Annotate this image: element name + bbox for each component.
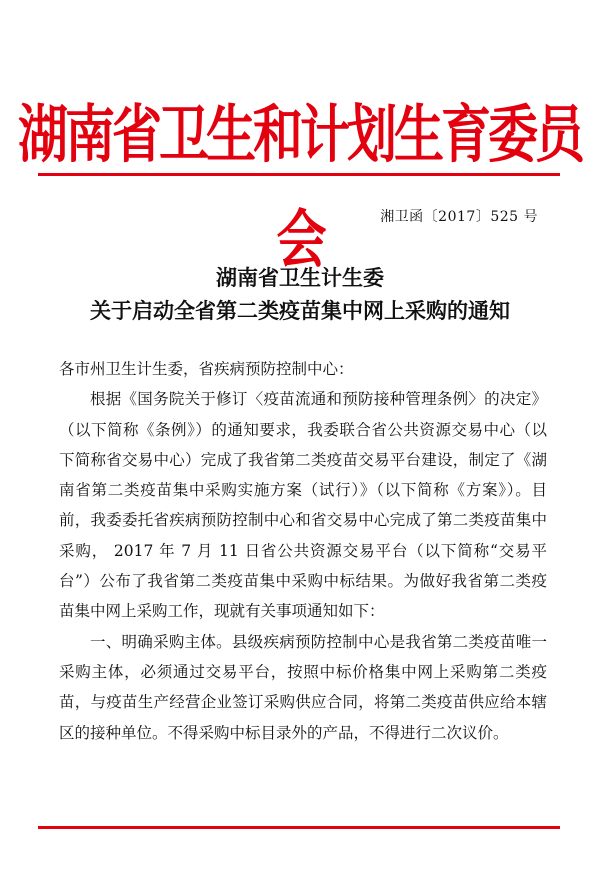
salutation: 各市州卫生计生委，省疾病预防控制中心： <box>59 360 354 378</box>
masthead-red-rule <box>38 173 560 176</box>
body-paragraph-2: 一、明确采购主体。县级疾病预防控制中心是我省第二类疫苗唯一采购主体，必须通过交易平台，按照中标价格集中网上采购第二类疫苗，与疫苗生产经营企业签订采购供应合同，将第二类疫苗供应给本辖区的接种单位。不得采购中标目录外的产品，不得进行二次议价。 <box>59 632 547 742</box>
footer-red-rule <box>38 826 560 829</box>
document-title-line-1: 湖南省卫生计生委 <box>216 265 384 290</box>
issuing-authority-masthead: 湖南省卫生和计划生育委员会 <box>18 97 582 276</box>
document-body <box>59 354 547 748</box>
document-title-line-2: 关于启动全省第二类疫苗集中网上采购的通知 <box>90 298 510 323</box>
body-paragraph-1: 根据《国务院关于修订〈疫苗流通和预防接种管理条例〉的决定》（以下简称《条例》）的通知要求，我委联合省公共资源交易中心（以下简称省交易中心）完成了我省第二类疫苗交易平台建设，制定了《湖南省第二类疫苗集中采购实施方案（试行）》（以下简称《方案》）。目前，我委委托省疾病预防控制中心和省交易中心完成了第二类疫苗集中采购， 2017 年 7 月 11 日省公共资源交易平台（以下简称“交易平台”）公布了我省第二类疫苗集中采购中标结果。为做好我省第二类疫苗集中网上采购工作，现就有关事项通知如下： <box>59 390 547 621</box>
document-number: 湘卫函〔2017〕525 号 <box>380 209 538 225</box>
